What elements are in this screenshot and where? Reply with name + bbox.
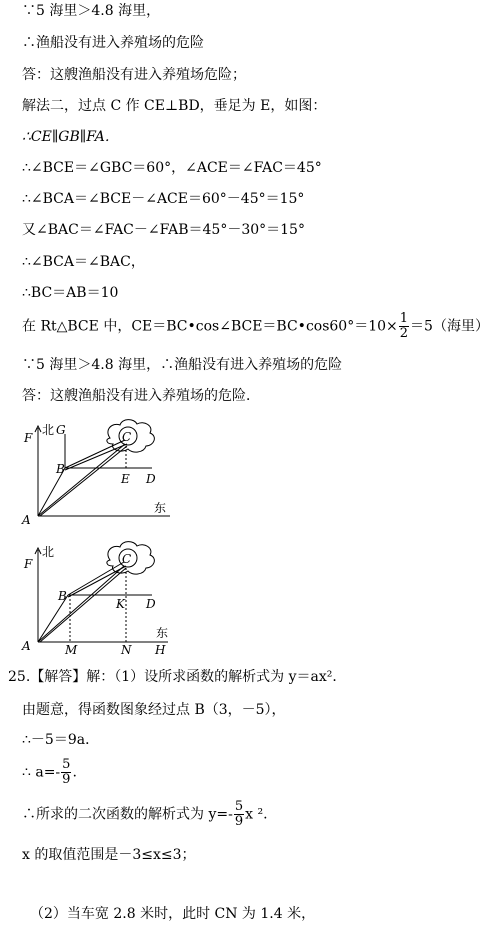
text-line-19: x 的取值范围是－3≤x≤3； [22,847,196,863]
text-line-16: ∴－5＝9a． [22,732,100,748]
fig1-label-d: D [146,472,156,486]
line-11-text-b: ＝5（海里） [410,318,489,335]
fraction-denominator: 2 [399,326,409,341]
text-line-4: 解法二，过点 C 作 CE⊥BD，垂足为 E，如图： [22,98,327,114]
fig1-label-b: B [56,462,65,476]
fig2-label-d: D [146,597,156,611]
fig2-line-ac-2 [40,568,126,642]
fig1-line-bc-2 [65,444,127,470]
fig1-line-bc [65,440,125,468]
text-line-3: 答：这艘渔船没有进入养殖场危险； [22,67,246,83]
text-line-18 [22,800,268,829]
fraction-five-ninths-a [61,758,71,787]
text-line-8: 又∠BAC＝∠FAC－∠FAB＝45°－30°＝15° [22,222,305,238]
fig1-label-east: 东 [154,501,167,515]
text-line-9: ∴∠BCA＝∠BAC， [22,254,145,270]
figure-2-diagram [18,540,178,656]
fraction-denominator: 9 [234,814,244,829]
fig2-line-ac [38,566,124,642]
fig2-label-north: 北 [42,545,55,559]
line-18-text-b: x ². [245,806,268,823]
text-line-1: ∵5 海里＞4.8 海里， [22,3,161,19]
fig1-label-a: A [22,513,31,527]
figure-1-diagram [18,416,178,528]
fig2-label-a: A [22,639,31,653]
fig1-label-c: C [122,430,132,444]
line-17-text-a: ∴ a=- [22,764,61,781]
fig2-label-n: N [121,643,132,657]
line-17-text-b: . [72,764,77,781]
line-18-text-a: ∴所求的二次函数的解析式为 y=- [22,806,233,823]
fraction-numerator: 1 [399,311,409,326]
fig2-label-m: M [65,643,78,657]
fig2-label-k: K [116,597,125,611]
fraction-five-ninths-b [234,800,244,829]
fig2-label-b: B [58,589,67,603]
fraction-one-half [399,312,409,341]
fig2-label-east: 东 [156,626,169,640]
fraction-denominator: 9 [62,772,71,787]
fig2-label-f: F [24,557,33,571]
text-line-15: 由题意，得函数图象经过点 B（3，－5）， [22,702,286,718]
text-line-12: ∵5 海里＞4.8 海里，∴渔船没有进入养殖场的危险 [22,357,343,373]
text-line-5: ∴CE∥GB∥FA． [22,129,119,145]
fig1-label-e: E [121,472,130,486]
text-line-7: ∴∠BCA＝∠BCE－∠ACE＝60°－45°＝15° [22,191,305,207]
text-line-10: ∴BC＝AB＝10 [22,285,119,301]
fig1-label-g: G [56,423,66,437]
fig2-label-c: C [122,552,132,566]
text-line-2: ∴渔船没有进入养殖场的危险 [22,35,204,51]
text-line-20: （2）当车宽 2.8 米时，此时 CN 为 1.4 米， [30,906,316,922]
fig1-line-ac-2 [40,446,127,516]
fraction-numerator: 5 [234,799,244,814]
text-line-17 [22,758,77,787]
fig1-label-f: F [24,431,33,445]
text-line-13: 答：这艘渔船没有进入养殖场的危险． [22,388,260,404]
fig1-line-ac [38,444,125,516]
fig2-line-bc [68,562,124,595]
fraction-numerator: 5 [62,757,71,772]
fig2-label-h: H [155,643,166,657]
text-line-14: 25.【解答】解：（1）设所求函数的解析式为 y＝ax²． [8,669,347,685]
fig1-label-north: 北 [42,423,55,437]
line-11-text-a: 在 Rt△BCE 中，CE＝BC•cos∠BCE＝BC•cos60°＝10× [22,318,398,335]
text-line-6: ∴∠BCE＝∠GBC＝60°，∠ACE＝∠FAC＝45° [22,160,322,176]
text-line-11 [22,312,489,341]
